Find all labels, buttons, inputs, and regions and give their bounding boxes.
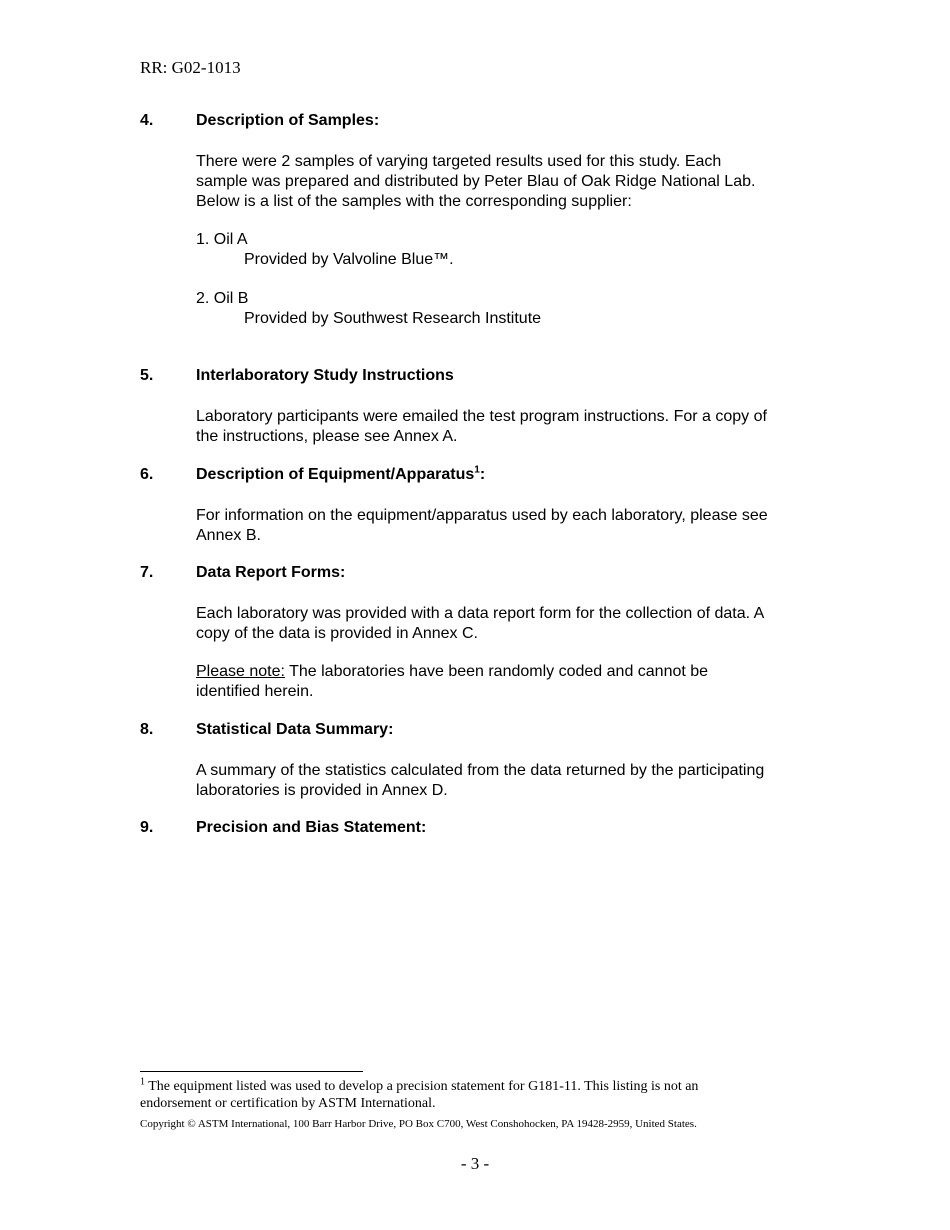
instructions-line: the instructions, please see Annex A. bbox=[196, 428, 458, 445]
note-label: Please note: bbox=[196, 663, 285, 680]
section-9-title: Precision and Bias Statement: bbox=[196, 819, 427, 836]
note-paragraph bbox=[196, 662, 821, 702]
sample-1-supplier: Provided by Valvoline Blue™. bbox=[244, 251, 454, 268]
section-4-number: 4. bbox=[140, 112, 154, 129]
footnote-text-line2: endorsement or certification by ASTM International. bbox=[140, 1096, 436, 1111]
section-8-number: 8. bbox=[140, 721, 154, 738]
section-5-title: Interlaboratory Study Instructions bbox=[196, 367, 454, 384]
sample-2-supplier: Provided by Southwest Research Institute bbox=[244, 310, 542, 327]
note-text-line2: identified herein. bbox=[196, 683, 314, 700]
instructions-line: Laboratory participants were emailed the test program instructions. For a copy of bbox=[196, 408, 767, 425]
section-4-title: Description of Samples: bbox=[196, 112, 380, 129]
equipment-line: Annex B. bbox=[196, 527, 261, 544]
report-forms-line: Each laboratory was provided with a data report form for the collection of data. A bbox=[196, 605, 765, 622]
page-number: - 3 - bbox=[460, 1154, 490, 1173]
footnote-text: The equipment listed was used to develop a precision statement for G181-11. This listing is not an bbox=[145, 1079, 699, 1094]
copyright-notice: Copyright © ASTM International, 100 Barr Harbor Drive, PO Box C700, West Conshohocken, PA 19428-2959, United States. bbox=[140, 1118, 697, 1130]
samples-intro-line: There were 2 samples of varying targeted results used for this study. Each bbox=[196, 153, 722, 170]
samples-intro-line: sample was prepared and distributed by Peter Blau of Oak Ridge National Lab. bbox=[196, 173, 756, 190]
samples-intro bbox=[196, 152, 821, 212]
document-reference: RR: G02-1013 bbox=[140, 58, 241, 77]
sample-2-label: 2. Oil B bbox=[196, 290, 249, 307]
stats-line: A summary of the statistics calculated from the data returned by the participating bbox=[196, 762, 765, 779]
section-9-number: 9. bbox=[140, 819, 154, 836]
stats-paragraph bbox=[196, 761, 821, 801]
section-7-title: Data Report Forms: bbox=[196, 564, 346, 581]
footnote-divider bbox=[140, 1071, 363, 1072]
footnote bbox=[140, 1078, 800, 1112]
report-forms-line: copy of the data is provided in Annex C. bbox=[196, 625, 478, 642]
section-5-number: 5. bbox=[140, 367, 154, 384]
section-8-title: Statistical Data Summary: bbox=[196, 721, 394, 738]
footnote-mark: 1 bbox=[140, 1076, 145, 1088]
report-forms-paragraph bbox=[196, 604, 821, 644]
equipment-paragraph bbox=[196, 506, 821, 546]
samples-intro-line: Below is a list of the samples with the corresponding supplier: bbox=[196, 193, 632, 210]
footnote-reference: 1 bbox=[474, 464, 480, 476]
section-6-title bbox=[196, 466, 485, 484]
section-7-number: 7. bbox=[140, 564, 154, 581]
section-6-title-text: Description of Equipment/Apparatus bbox=[196, 466, 475, 483]
note-text: The laboratories have been randomly coded and cannot be bbox=[284, 663, 709, 680]
stats-line: laboratories is provided in Annex D. bbox=[196, 782, 448, 799]
instructions-paragraph bbox=[196, 407, 821, 447]
sample-1-label: 1. Oil A bbox=[196, 231, 248, 248]
section-6-title-suffix: : bbox=[479, 466, 486, 483]
section-6-number: 6. bbox=[140, 466, 154, 483]
equipment-line: For information on the equipment/apparatus used by each laboratory, please see bbox=[196, 507, 768, 524]
